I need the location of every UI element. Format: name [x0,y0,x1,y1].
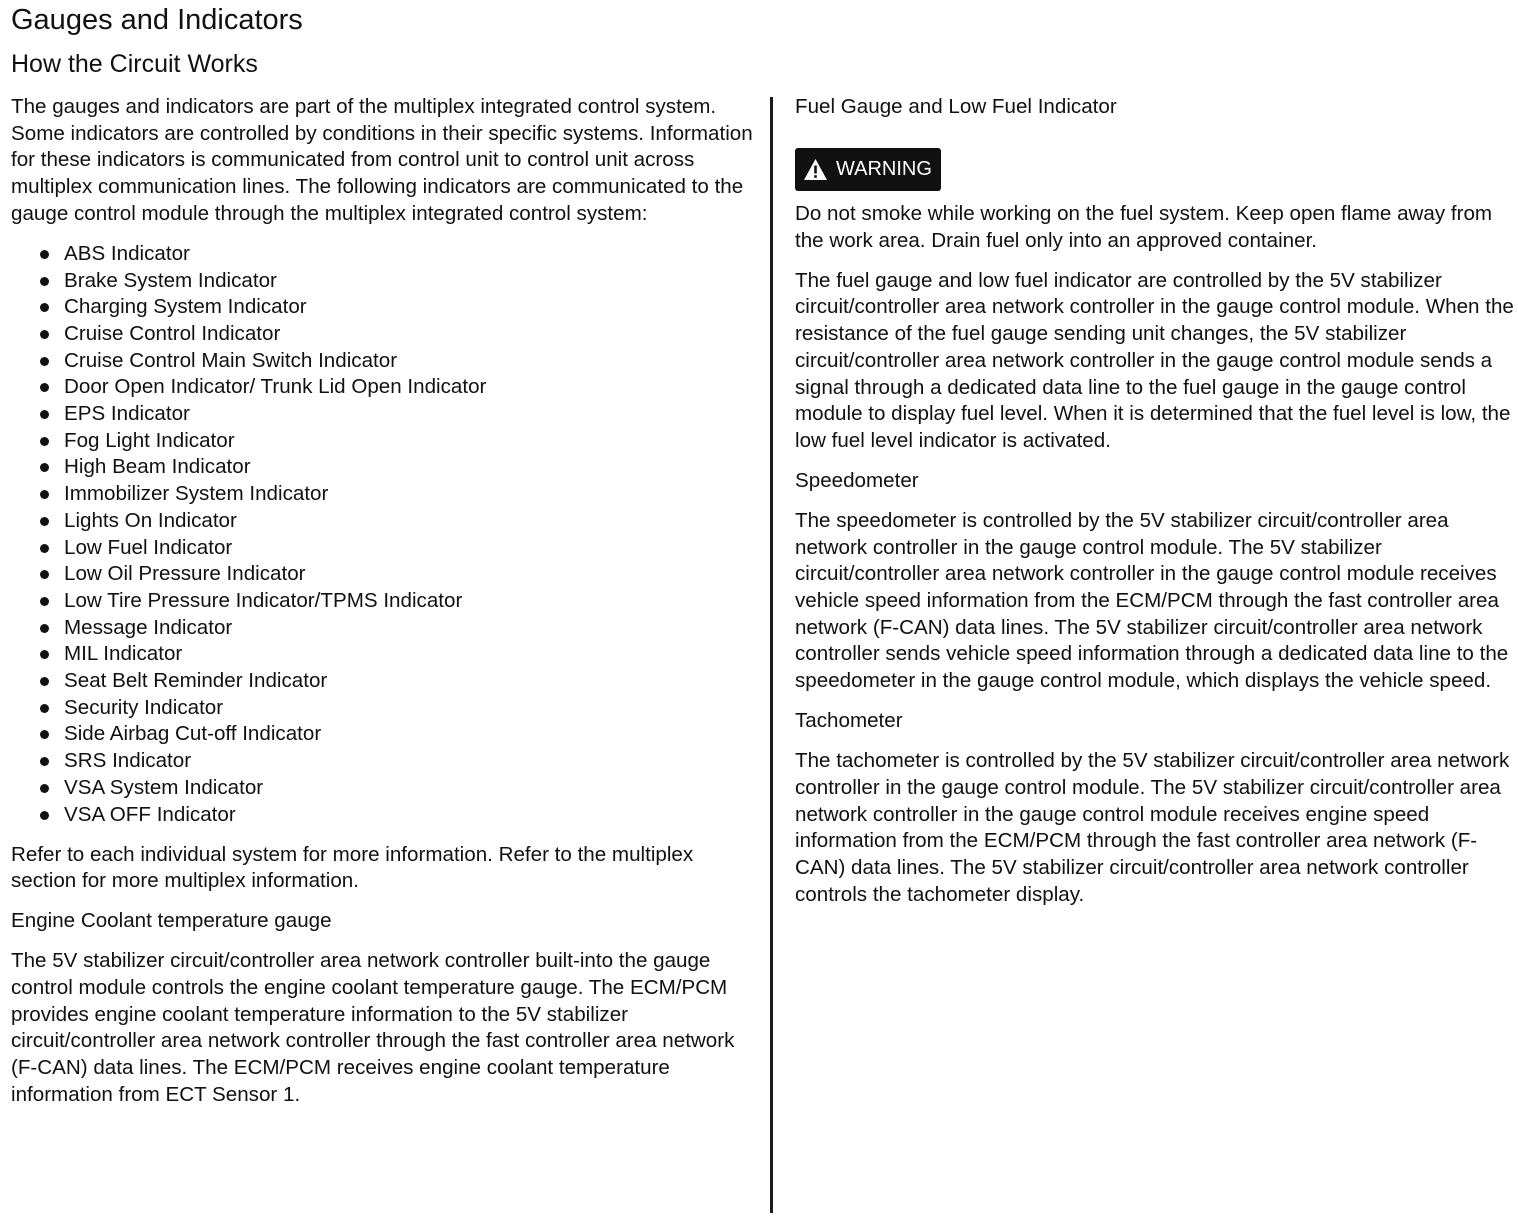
indicator-list-item [11,748,756,775]
bullet-icon [40,624,49,633]
speedometer-paragraph: The speedometer is controlled by the 5V stabilizer circuit/controller area network controller in the gauge control module. The 5V stabilizer circuit/controller area network controller in the gauge control module receives vehicle speed information from the ECM/PCM through the fast controller area network (F-CAN) data lines. The 5V stabilizer circuit/controller area network controller sends vehicle speed information through a dedicated data line to the speedometer in the gauge control module, which displays the vehicle speed. [795,508,1509,693]
indicator-list-item [11,428,756,455]
indicator-label: VSA OFF Indicator [64,802,236,826]
indicator-list-item [11,321,756,348]
fuel-gauge-paragraph: The fuel gauge and low fuel indicator are controlled by the 5V stabilizer circuit/controller area network controller in the gauge control module. When the resistance of the fuel gauge sending unit changes, the 5V stabilizer circuit/controller area network controller in the gauge control module sends a signal through a dedicated data line to the fuel gauge in the gauge control module to display fuel level. When it is determined that the fuel level is low, the low fuel level indicator is activated. [795,268,1514,452]
indicator-label: Low Oil Pressure Indicator [64,562,306,586]
bullet-icon [40,570,49,579]
left-column [11,94,756,1122]
bullet-icon [40,250,49,259]
bullet-icon [40,544,49,553]
coolant-gauge-paragraph: The 5V stabilizer circuit/controller area network controller built-into the gauge control module controls the engine coolant temperature gauge. The ECM/PCM provides engine coolant temperature information to the 5V stabilizer circuit/controller area network controller through the fast controller area network (F-CAN) data lines. The ECM/PCM receives engine coolant temperature information from ECT Sensor 1. [11,949,735,1106]
tachometer-paragraph: The tachometer is controlled by the 5V stabilizer circuit/controller area network controller in the gauge control module. The 5V stabilizer circuit/controller area network controller in the gauge control module receives engine speed information from the ECM/PCM through the fast controller area network (F-CAN) data lines. The 5V stabilizer circuit/controller area network controller controls the tachometer display. [795,749,1510,906]
coolant-gauge-heading: Engine Coolant temperature gauge [11,909,332,933]
indicator-list-item [11,802,756,829]
bullet-icon [40,597,49,606]
bullet-icon [40,784,49,793]
indicator-list-item [11,561,756,588]
indicator-list-item [11,294,756,321]
indicator-label: EPS Indicator [64,402,190,426]
indicator-list-item [11,721,756,748]
intro-paragraph: The gauges and indicators are part of the multiplex integrated control system. Some indicators are controlled by conditions in their specific systems. Information for these indicators is communicated from control unit to control unit across multiplex communication lines. The following indicators are communicated to the gauge control module through the multiplex integrated control system: [11,95,753,225]
indicator-label: MIL Indicator [64,642,183,666]
indicator-label: Charging System Indicator [64,295,307,319]
speedometer-heading: Speedometer [795,468,919,492]
bullet-icon [40,463,49,472]
indicator-list-item [11,401,756,428]
indicator-list-item [11,535,756,562]
bullet-icon [40,650,49,659]
indicator-label: ABS Indicator [64,241,190,265]
bullet-icon [40,277,49,286]
indicator-label: Side Airbag Cut-off Indicator [64,722,322,746]
bullet-icon [40,303,49,312]
indicator-label: Seat Belt Reminder Indicator [64,669,328,693]
refer-paragraph: Refer to each individual system for more information. Refer to the multiplex section for more multiplex information. [11,842,694,893]
indicator-label: Lights On Indicator [64,508,237,532]
indicator-label: Message Indicator [64,615,233,639]
indicator-label: Fog Light Indicator [64,428,235,452]
indicator-list-item [11,268,756,295]
indicator-label: Security Indicator [64,695,224,719]
indicator-label: Cruise Control Main Switch Indicator [64,348,398,372]
indicator-label: Door Open Indicator/ Trunk Lid Open Indicator [64,375,487,399]
tachometer-heading: Tachometer [795,709,903,733]
indicator-list-item [11,775,756,802]
indicator-label: Immobilizer System Indicator [64,482,329,506]
indicator-label: Low Tire Pressure Indicator/TPMS Indicator [64,588,463,612]
indicator-list-item [11,348,756,375]
indicator-list-item [11,641,756,668]
indicator-list-item [11,374,756,401]
right-column [795,94,1515,922]
bullet-icon [40,811,49,820]
indicator-list-item [11,615,756,642]
indicator-label: Low Fuel Indicator [64,535,233,559]
indicator-list-item [11,695,756,722]
indicator-list-item [11,241,756,268]
bullet-icon [40,730,49,739]
page-subtitle: How the Circuit Works [11,50,258,78]
bullet-icon [40,437,49,446]
bullet-icon [40,383,49,392]
bullet-icon [40,757,49,766]
indicator-label: SRS Indicator [64,749,192,773]
bullet-icon [40,330,49,339]
indicator-list-item [11,588,756,615]
fuel-gauge-heading: Fuel Gauge and Low Fuel Indicator [795,95,1117,118]
bullet-icon [40,357,49,366]
bullet-icon [40,490,49,499]
warning-label: WARNING [836,158,932,181]
bullet-icon [40,517,49,526]
indicator-label: Brake System Indicator [64,268,277,292]
warning-badge [795,148,941,191]
indicator-label: High Beam Indicator [64,455,251,479]
page-title: Gauges and Indicators [11,4,303,36]
indicator-list-item [11,454,756,481]
indicator-label: Cruise Control Indicator [64,321,281,345]
indicator-list-item [11,508,756,535]
indicator-list [11,241,756,828]
bullet-icon [40,677,49,686]
bullet-icon [40,410,49,419]
indicator-list-item [11,481,756,508]
warning-paragraph: Do not smoke while working on the fuel system. Keep open flame away from the work area. Drain fuel only into an approved container. [795,202,1493,252]
column-divider [770,97,773,1213]
bullet-icon [40,704,49,713]
warning-triangle-icon [803,158,828,181]
indicator-list-item [11,668,756,695]
indicator-label: VSA System Indicator [64,775,264,799]
